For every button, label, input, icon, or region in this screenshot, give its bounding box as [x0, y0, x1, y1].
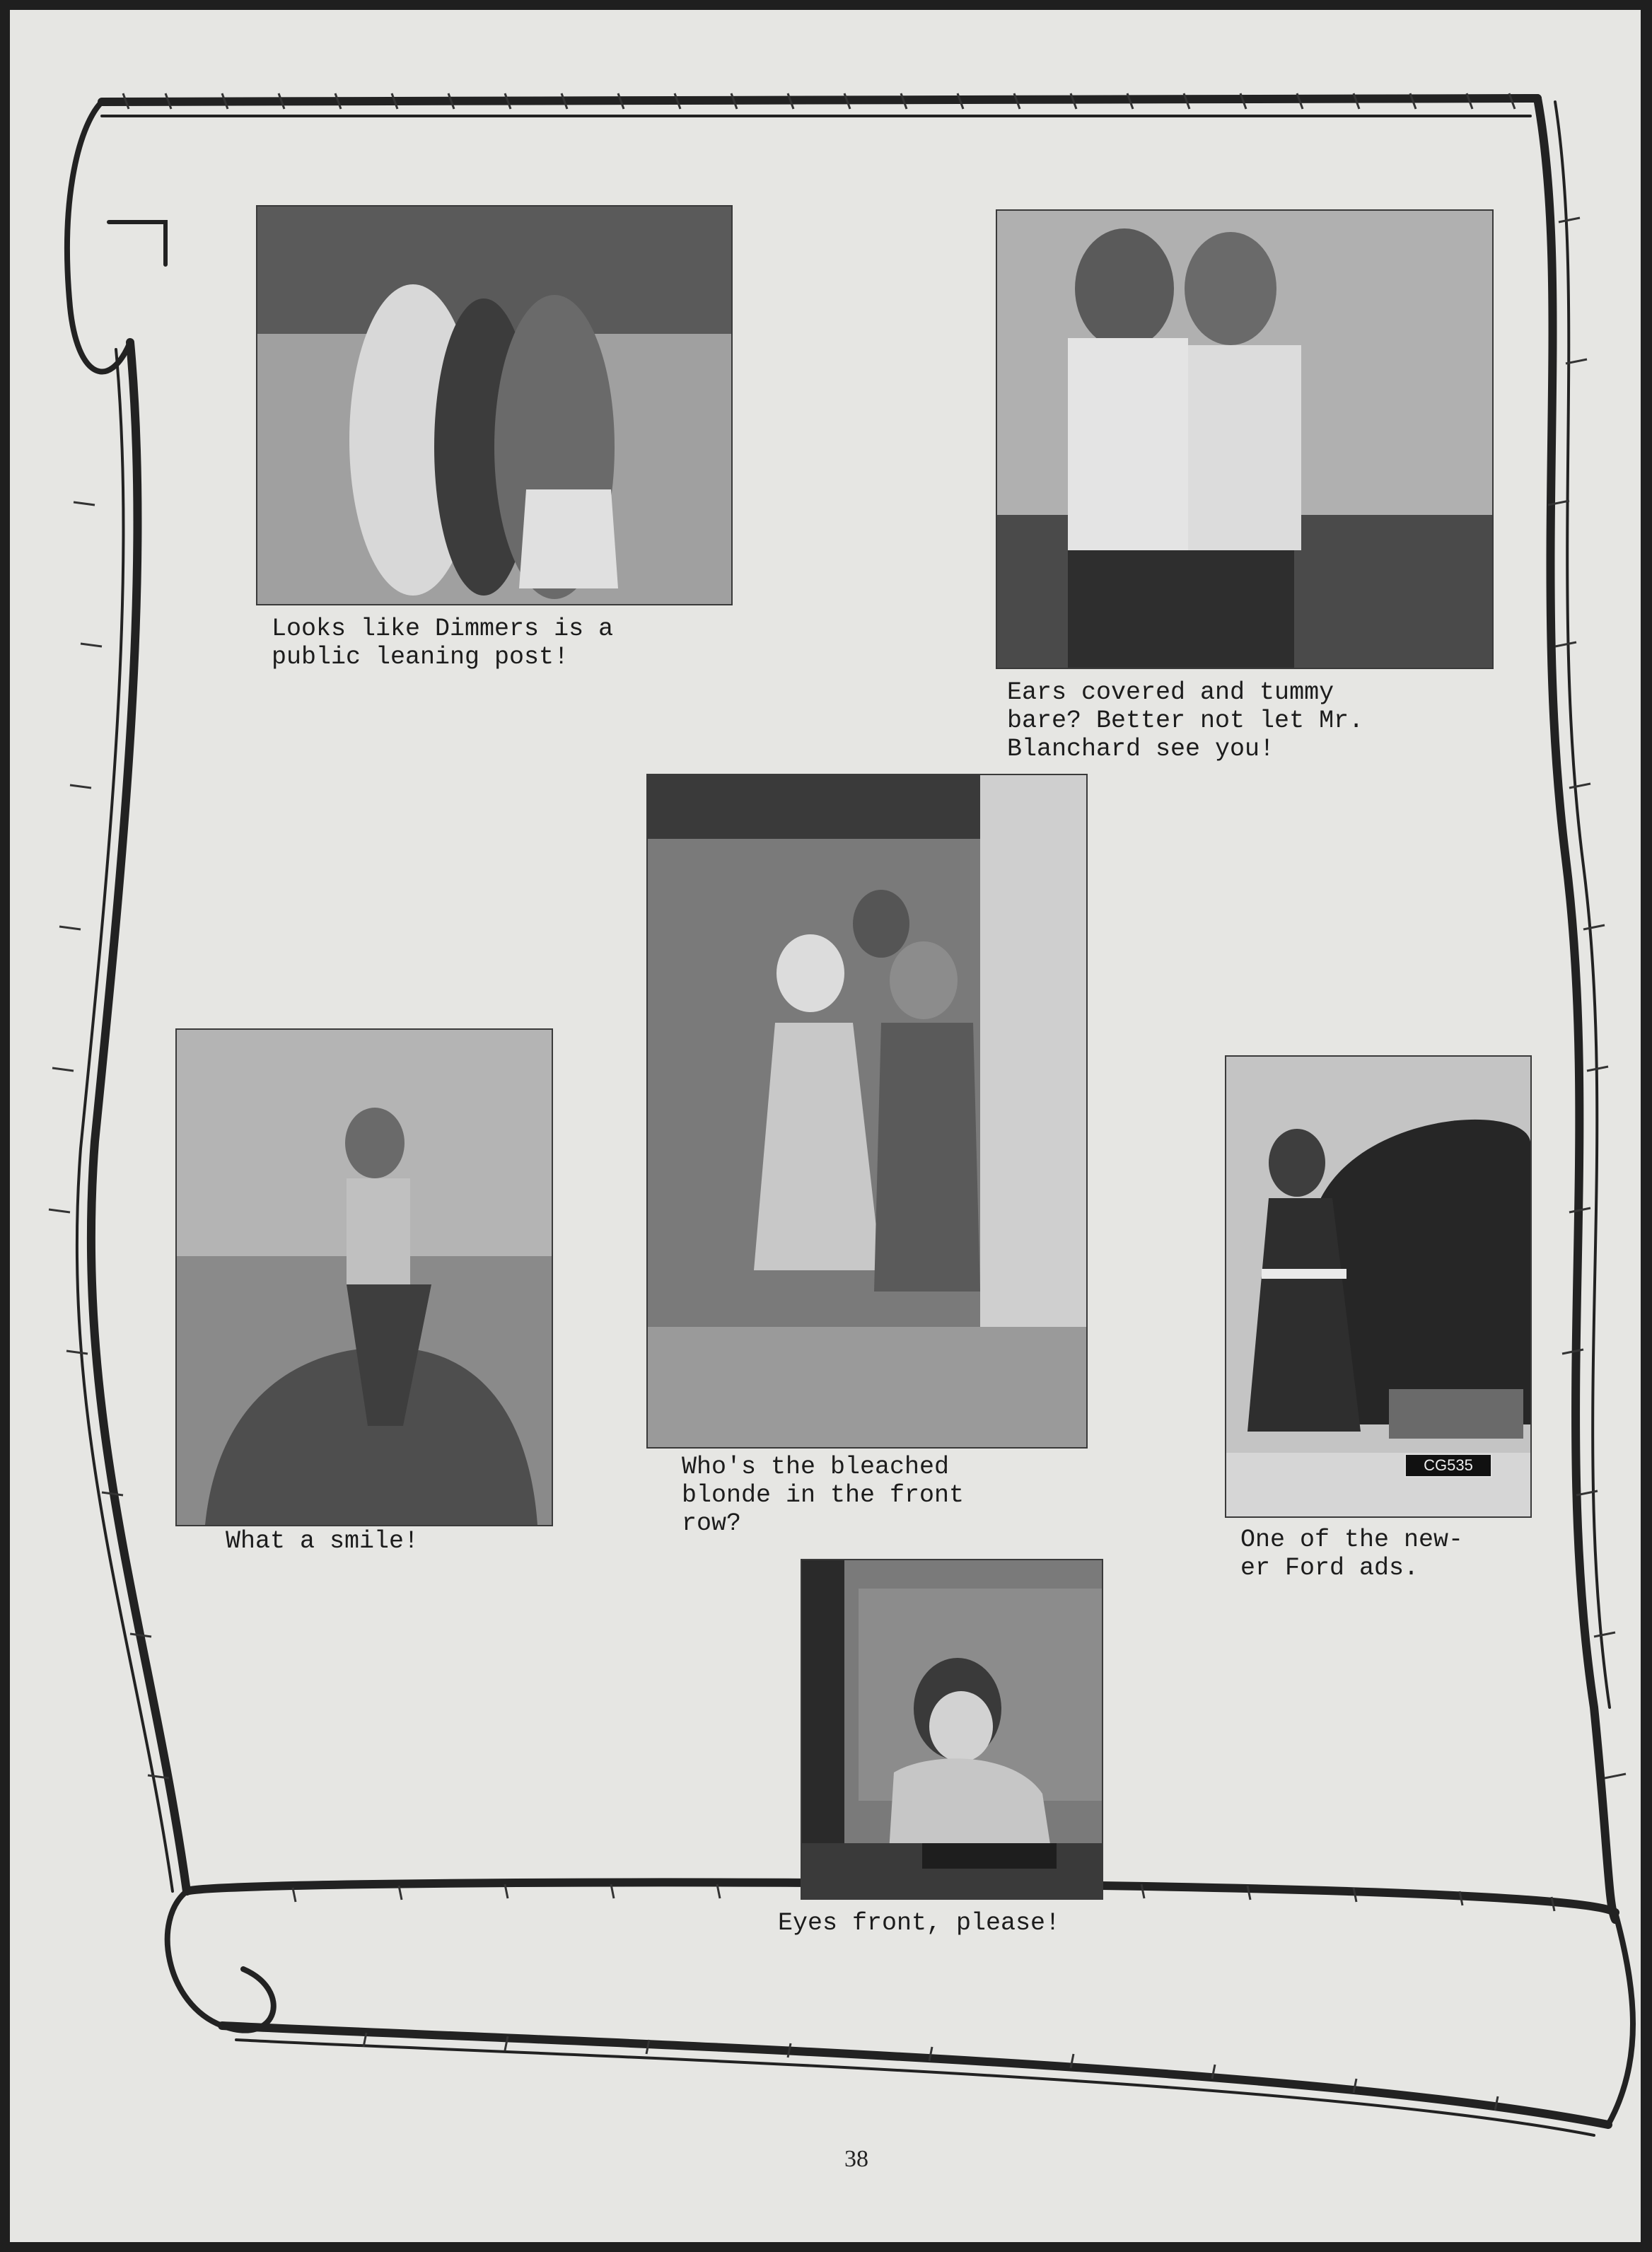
- photo-girl-at-desk: [801, 1559, 1103, 1900]
- photo-three-girls-leaning: [256, 205, 733, 605]
- page-number: 38: [844, 2146, 868, 2172]
- yearbook-page: [10, 10, 1641, 2242]
- photo-girl-by-car: [1225, 1055, 1532, 1518]
- caption-girl-at-desk: Eyes front, please!: [778, 1909, 1061, 1937]
- photo-girl-on-rock: [175, 1028, 553, 1526]
- caption-two-girls-caps: Ears covered and tummy bare? Better not let Mr. Blanchard see you!: [1007, 678, 1364, 763]
- photo-two-girls-caps: [996, 209, 1494, 669]
- caption-girl-on-rock: What a smile!: [226, 1527, 419, 1555]
- license-plate: CG535: [1404, 1453, 1492, 1478]
- photo-group-doorway: [646, 774, 1088, 1449]
- caption-group-doorway: Who's the bleached blonde in the front row?: [682, 1453, 965, 1538]
- caption-three-girls-leaning: Looks like Dimmers is a public leaning post!: [272, 615, 614, 671]
- caption-girl-by-car: One of the new- er Ford ads.: [1240, 1526, 1464, 1582]
